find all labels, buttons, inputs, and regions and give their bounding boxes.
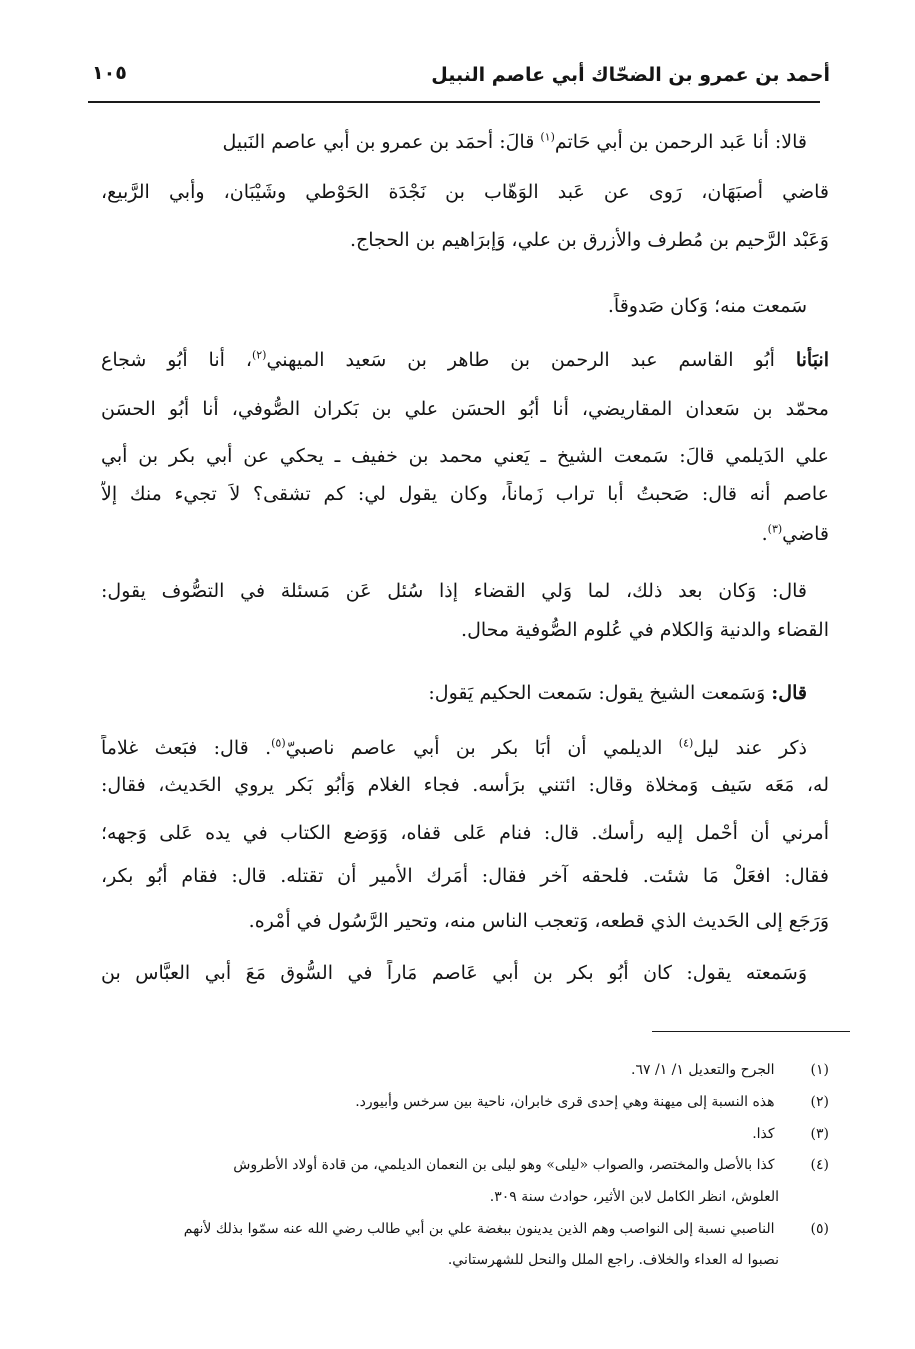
running-title: أحمد بن عمرو بن الضحّاك أبي عاصم النبيل [431, 64, 830, 86]
footnote-text: الناصبي نسبة إلى النواصب وهم الذين يدينون ببغضة علي بن أبي طالب رضي الله عنه سمّوا بذلك لأنهم [183, 1221, 775, 1237]
page-number: ١٠٥ [92, 62, 127, 84]
paragraph-3-line-2: محمّد بن سَعدان المقاريضي، أنا أبُو الحسَن علي بن بَكران الصُّوفي، أنا أبُو الحسَن [101, 398, 829, 420]
footnote-number: (١) [810, 1062, 829, 1078]
paragraph-3-line-3: علي الدَيلمي قالَ: سَمعت الشيخ ـ يَعني محمد بن خفيف ـ يحكي عن أبي بكر بن أبي [101, 445, 829, 467]
paragraph-3-line-4: عاصم أنه قال: صَحبتُ أبا تراب زَماناً، وكان يقول لي: كم تشقى؟ لاَ تجيء منك إلاّ [101, 483, 829, 505]
footnote-2 [101, 1092, 829, 1112]
text: أبُو القاسم عبد الرحمن بن طاهر بن سَعيد الميهني [266, 349, 775, 371]
footnote-number: (٥) [810, 1221, 829, 1237]
footnote-number: (٤) [810, 1157, 829, 1173]
paragraph-3-line-1 [101, 347, 829, 373]
paragraph-6-line-1 [101, 735, 829, 761]
paragraph-1-line-3: وَعَبْد الرَّحيم بن مُطرف والأزرق بن علي، وَإبرَاهيم بن الحجاج. [349, 229, 829, 251]
footnote-5-continuation: نصبوا له العداء والخلاف. راجع الملل والنحل للشهرستاني. [447, 1252, 779, 1268]
text: قاضي [782, 523, 829, 545]
text: . قال: فبَعث غلاماً [101, 737, 272, 759]
footnote-text: هذه النسبة إلى ميهنة وهي إحدى قرى خابران، ناحية بين سرخس وأبيورد. [355, 1094, 775, 1110]
paragraph-6-line-3: أمرني أن أحْمل إليه رأسك. قال: فنام عَلى قفاه، وَوَضع الكتاب في يده عَلى وَجهه؛ [101, 822, 829, 844]
paragraph-4-line-1: قال: وَكان بعد ذلك، لما وَلي القضاء إذا سُئل عَن مَسئلة في التصُّوف يقول: [101, 580, 807, 602]
footnote-3 [101, 1124, 829, 1144]
footnote-ref-5: (٥) [271, 736, 286, 750]
text: ذكر عند ليل [693, 737, 807, 759]
anbaana-keyword: انبَأنا [795, 349, 829, 371]
paragraph-6-line-2: له، مَعَه سَيف وَمخلاة وقال: ائتني برَأسه. فجاء الغلام وَأبُو بَكر يروي الحَديث، فقال: [101, 774, 829, 796]
text: قالَ: أحمَد بن عمرو بن أبي عاصم النَبيل [222, 131, 535, 153]
footnote-text: الجرح والتعديل ١/ ١/ ٦٧. [631, 1062, 775, 1078]
footnote-rule [652, 1031, 850, 1032]
footnote-number: (٣) [810, 1126, 829, 1142]
paragraph-3-line-5 [101, 521, 829, 547]
footnote-1 [101, 1060, 829, 1080]
footnote-text: كذا. [752, 1126, 775, 1142]
paragraph-1-line-2: قاضي أصبَهَان، رَوى عن عَبد الوَهّاب بن نَجْدَة الحَوْطي وشَيْبَان، وأبي الرَّبيع، [101, 181, 829, 203]
footnote-4 [101, 1155, 829, 1175]
paragraph-6-line-4: فقال: افعَلْ مَا شئت. فلحقه آخر فقال: أمَرك الأمير أن تقتله. قال: فقام أبُو بكر، [101, 865, 829, 887]
footnote-text: كذا بالأصل والمختصر، والصواب «ليلى» وهو ليلى بن النعمان الديلمي، من قادة أولاد الأطروش [233, 1157, 775, 1173]
paragraph-5-line-1 [101, 680, 829, 706]
footnote-ref-1: (١) [540, 130, 555, 144]
header-rule [88, 101, 820, 103]
footnote-4-continuation: العلوش، انظر الكامل لابن الأثير، حوادث سنة ٣٠٩. [489, 1189, 779, 1205]
footnote-ref-3: (٣) [767, 522, 783, 536]
text: الديلمي أن أبَا بكر بن أبي عاصم ناصبيّ [285, 737, 663, 759]
text: . [761, 523, 768, 545]
footnote-5 [101, 1219, 829, 1239]
text: قالا: أنا عَبد الرحمن بن أبي حَاتم [554, 131, 807, 153]
footnote-number: (٢) [810, 1094, 829, 1110]
paragraph-4-line-2: القضاء والدنية وَالكلام في عُلوم الصُّوفية محال. [461, 619, 829, 641]
paragraph-1-line-1 [101, 129, 829, 155]
qaal-keyword: قال: [771, 682, 807, 704]
paragraph-6-line-5: وَرَجَع إلى الحَديث الذي قطعه، وَتعجب الناس منه، وتحير الرَّسُول في أمْره. [248, 910, 829, 932]
footnote-ref-2: (٢) [251, 348, 267, 362]
paragraph-7-line-1: وَسَمعته يقول: كان أبُو بكر بن أبي عَاصم مَاراً في السُّوق مَعَ أبي العبَّاس بن [101, 962, 807, 984]
text: ، أنا أبُو شجاع [101, 349, 252, 371]
paragraph-2-line-1: سَمعت منه؛ وَكان صَدوقاً. [607, 295, 807, 317]
text: وَسَمعت الشيخ يقول: سَمعت الحكيم يَقول: [428, 682, 766, 704]
footnote-ref-4: (٤) [678, 736, 694, 750]
